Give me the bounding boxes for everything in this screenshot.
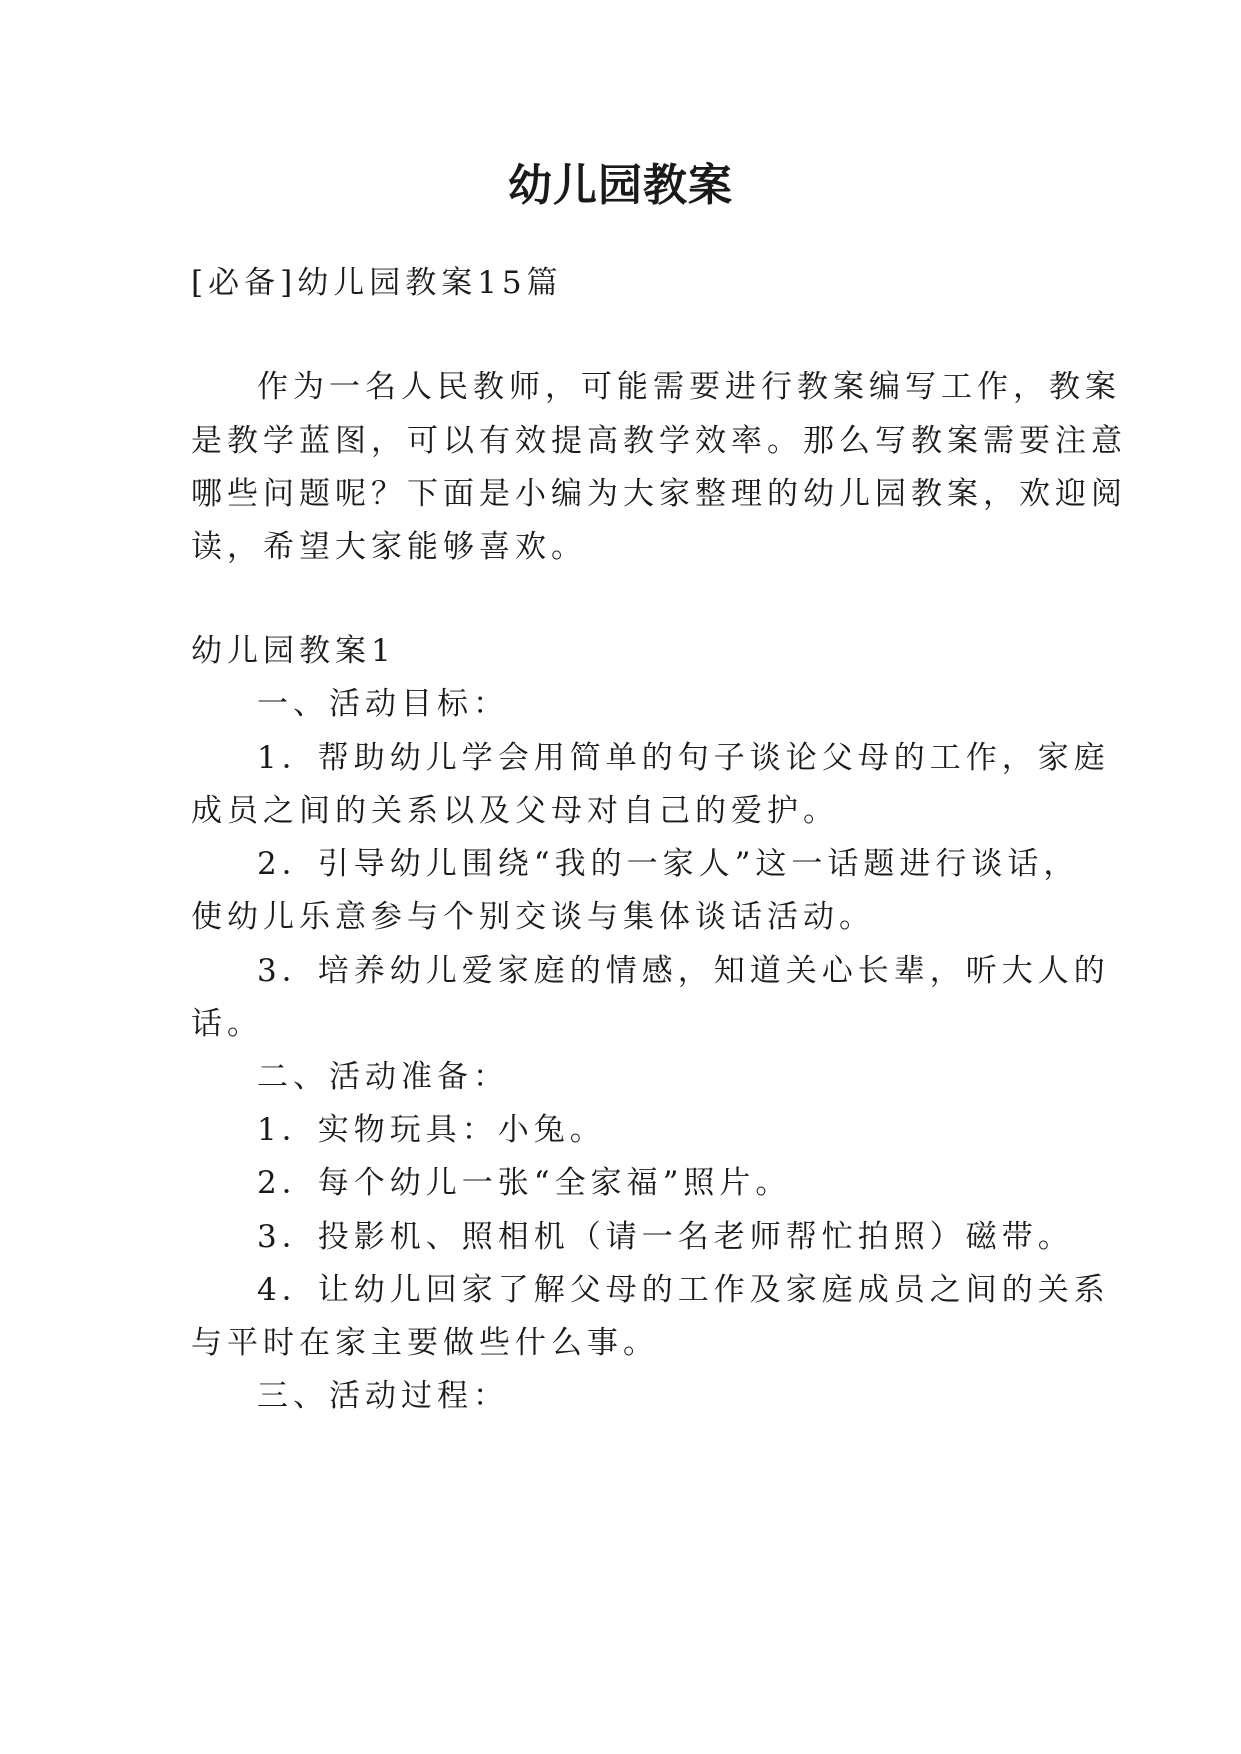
- intro-line: 哪些问题呢？下面是小编为大家整理的幼儿园教案，欢迎阅: [191, 476, 1127, 512]
- section-line: 与平时在家主要做些什么事。: [191, 1325, 659, 1361]
- section-line: 4．让幼儿回家了解父母的工作及家庭成员之间的关系: [257, 1272, 1110, 1308]
- intro-line: 读，希望大家能够喜欢。: [191, 529, 587, 565]
- section-line: 话。: [191, 1006, 263, 1042]
- document-title: 幼儿园教案: [508, 160, 733, 211]
- section-line: 3．投影机、照相机（请一名老师帮忙拍照）磁带。: [257, 1219, 1074, 1255]
- intro-line: 作为一名人民教师，可能需要进行教案编写工作，教案: [257, 369, 1121, 405]
- section-line: 1．实物玩具：小兔。: [257, 1112, 606, 1148]
- section-line: 一、活动目标：: [257, 686, 509, 722]
- section-line: 成员之间的关系以及父母对自己的爱护。: [191, 793, 839, 829]
- document-subtitle: [必备]幼儿园教案15篇: [191, 265, 563, 301]
- section-line: 2．引导幼儿围绕“我的一家人”这一话题进行谈话，: [257, 846, 1080, 882]
- intro-line: 是教学蓝图，可以有效提高教学效率。那么写教案需要注意: [191, 423, 1127, 459]
- section-line: 三、活动过程：: [257, 1378, 509, 1414]
- section-line: 1．帮助幼儿学会用简单的句子谈论父母的工作，家庭: [257, 740, 1110, 776]
- section-line: 3．培养幼儿爱家庭的情感，知道关心长辈，听大人的: [257, 953, 1110, 989]
- section-line: 二、活动准备：: [257, 1059, 509, 1095]
- section-line: 使幼儿乐意参与个别交谈与集体谈话活动。: [191, 899, 875, 935]
- section-line: 2．每个幼儿一张“全家福”照片。: [257, 1165, 792, 1201]
- section-heading: 幼儿园教案1: [191, 633, 396, 669]
